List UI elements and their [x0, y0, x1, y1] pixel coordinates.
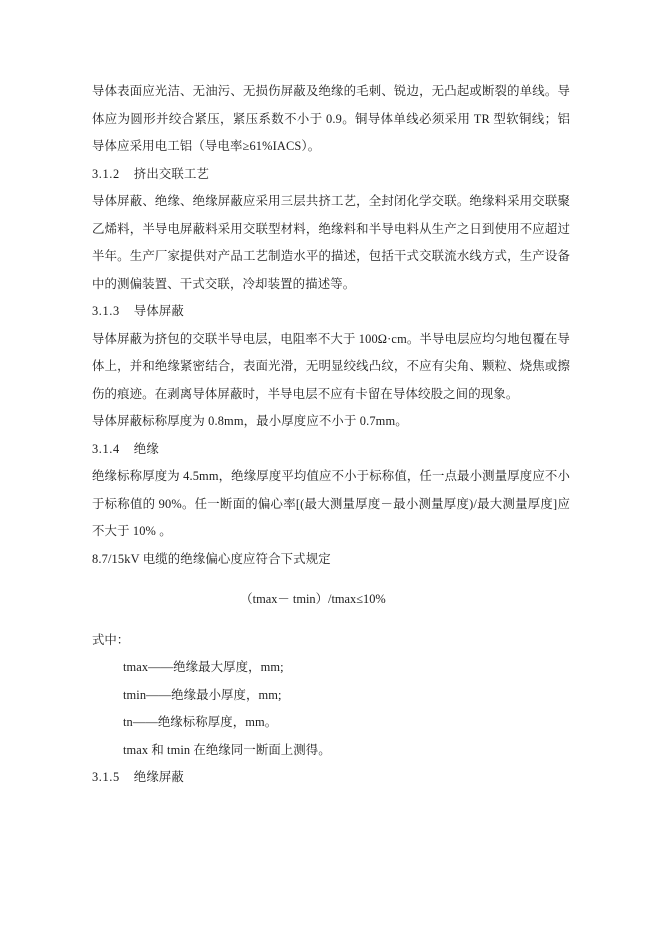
- definition-tmax: tmax——绝缘最大厚度，mm;: [123, 660, 284, 674]
- paragraph-insulation-thickness: 绝缘标称厚度为 4.5mm，绝缘厚度平均值应不小于标称值，任一点最小测量厚度应不小于标称值的 90%。任一断面的偏心率[(最大测量厚度－最小测量厚度)/最大测量厚度]应不大于 10% 。: [92, 469, 570, 538]
- formula-eccentricity: （tmax－ tmin）/tmax≤10%: [240, 592, 386, 606]
- heading-3-1-4-title: 绝缘: [133, 441, 159, 456]
- heading-3-1-5-title: 绝缘屏蔽: [133, 770, 184, 784]
- heading-3-1-5-number: 3.1.5: [92, 770, 120, 784]
- heading-3-1-2-title: 挤出交联工艺: [133, 166, 210, 181]
- heading-3-1-3-number: 3.1.3: [92, 304, 120, 318]
- heading-3-1-2-number: 3.1.2: [92, 166, 120, 181]
- definition-measurement-note: tmax 和 tmin 在绝缘同一断面上测得。: [123, 742, 331, 757]
- heading-3-1-4-number: 3.1.4: [92, 441, 120, 456]
- heading-3-1-2: [92, 161, 570, 189]
- where-label: 式中：: [92, 632, 130, 647]
- paragraph-cable-eccentricity-intro: 8.7/15kV 电缆的绝缘偏心度应符合下式规定: [92, 551, 331, 566]
- paragraph-conductor-shield-thickness: 导体屏蔽标称厚度为 0.8mm，最小厚度应不小于 0.7mm。: [92, 414, 408, 428]
- definition-tmin: tmin——绝缘最小厚度，mm;: [123, 687, 282, 702]
- paragraph-conductor-surface: 导体表面应光洁、无油污、无损伤屏蔽及绝缘的毛刺、锐边，无凸起或断裂的单线。导体应为圆形并绞合紧压，紧压系数不小于 0.9。铜导体单线必须采用 TR 型软铜线；铝导体应采用电工铝（导电率≥61%IACS）。: [92, 84, 570, 153]
- heading-3-1-5: [92, 764, 570, 792]
- paragraph-extrusion-crosslinking: 导体屏蔽、绝缘、绝缘屏蔽应采用三层共挤工艺，全封闭化学交联。绝缘料采用交联聚乙烯料，半导电屏蔽料采用交联型材料，绝缘料和半导电料从生产之日到使用不应超过半年。生产厂家提供对产品工艺制造水平的描述，包括干式交联流水线方式，生产设备中的测偏装置、干式交联，冷却装置的描述等。: [92, 194, 570, 291]
- paragraph-conductor-shield: 导体屏蔽为挤包的交联半导电层，电阻率不大于 100Ω·cm。半导电层应均匀地包覆在导体上，并和绝缘紧密结合，表面光滑，无明显绞线凸纹，不应有尖角、颗粒、烧焦或擦伤的痕迹。在剥离导体屏蔽时，半导电层不应有卡留在导体绞股之间的现象。: [92, 331, 570, 401]
- heading-3-1-4: [92, 436, 570, 464]
- definition-tn: tn——绝缘标称厚度，mm。: [123, 715, 278, 729]
- document-body: [92, 78, 570, 792]
- heading-3-1-3: [92, 298, 570, 326]
- heading-3-1-3-title: 导体屏蔽: [133, 304, 184, 318]
